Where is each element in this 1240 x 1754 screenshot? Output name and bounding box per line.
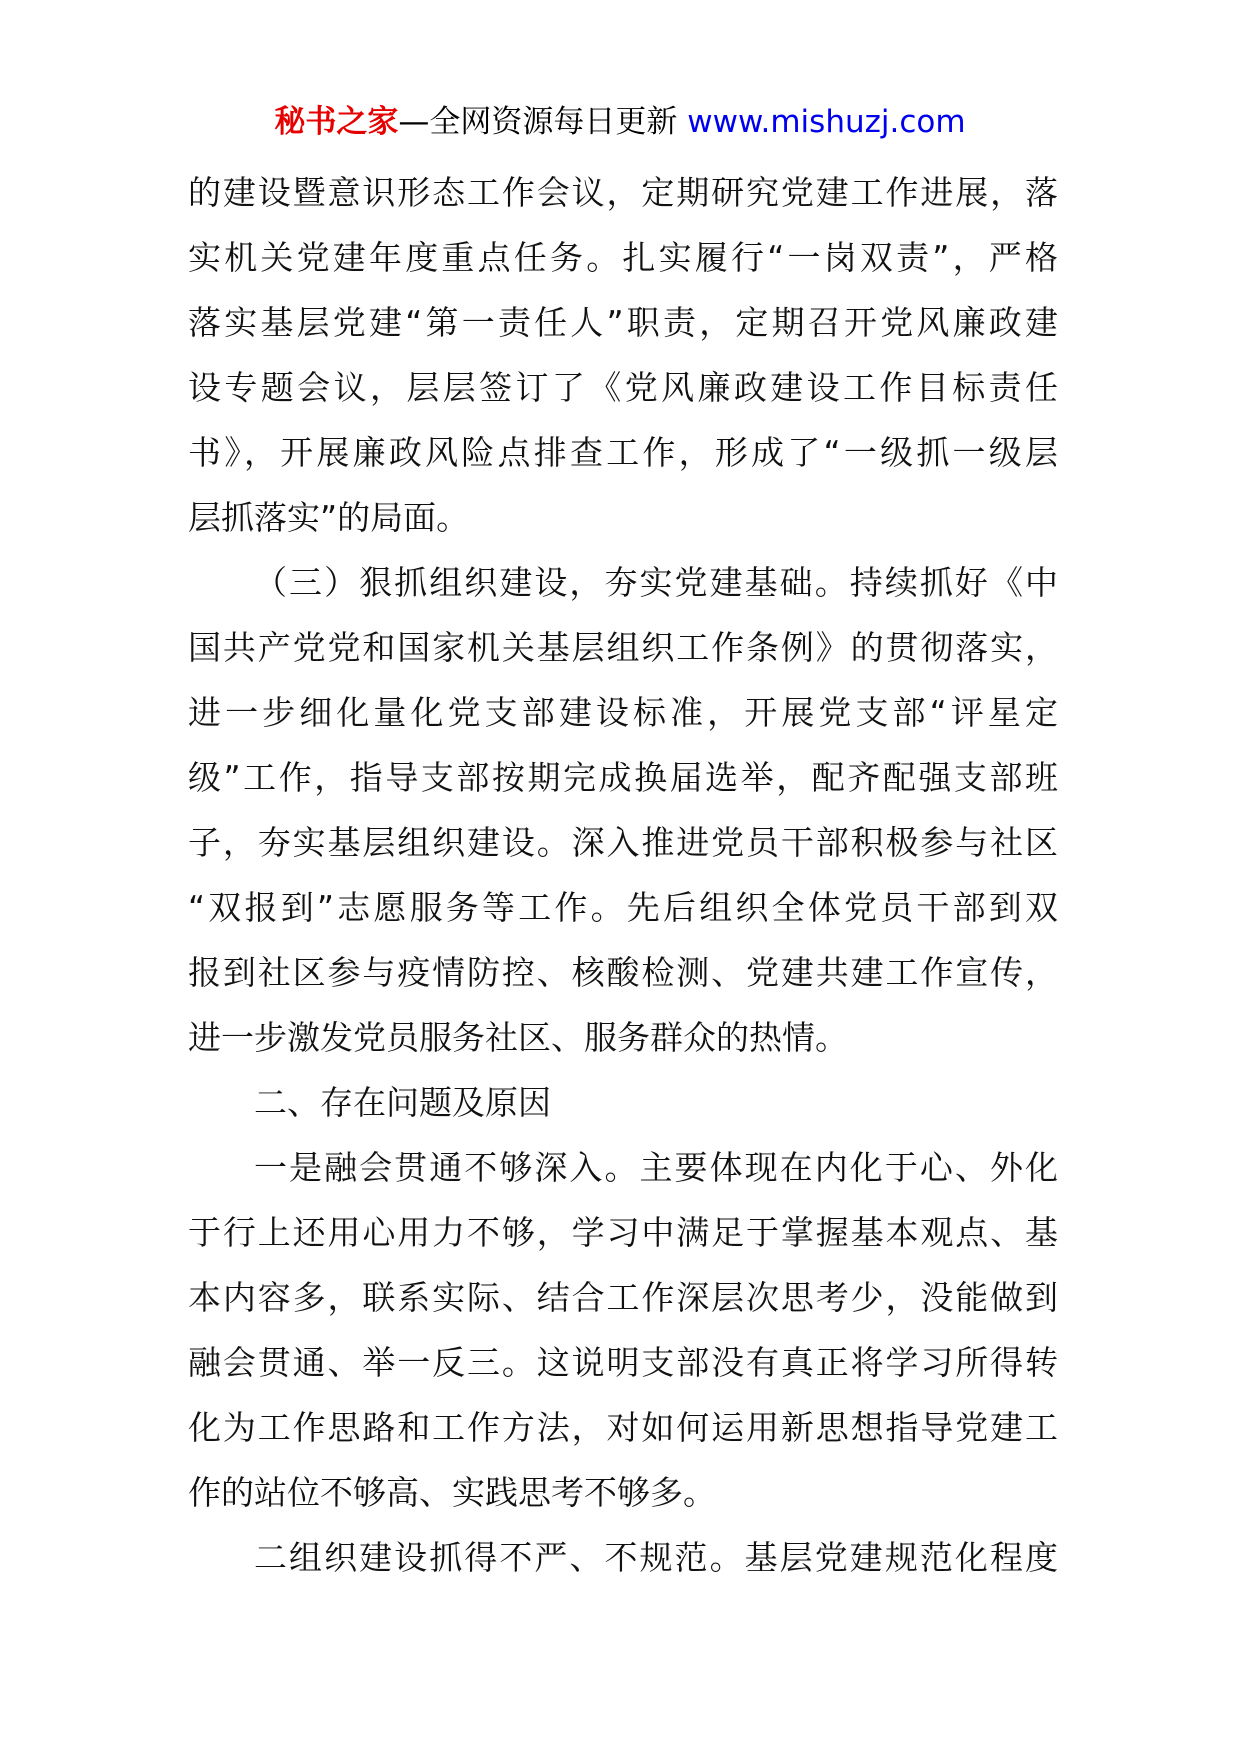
section-heading-line: （三）狠抓组织建设，夯实党建基础。持续抓好《中 — [254, 563, 1058, 602]
text-line: 书》，开展廉政风险点排查工作，形成了“一级抓一级层 — [188, 433, 1058, 472]
text-line: 落实基层党建“第一责任人”职责，定期召开党风廉政建 — [188, 303, 1058, 342]
text-line: 于行上还用心用力不够，学习中满足于掌握基本观点、基 — [188, 1213, 1058, 1252]
text-line: 设专题会议，层层签订了《党风廉政建设工作目标责任 — [188, 368, 1058, 407]
header-tagline: —全网资源每日更新 — [398, 104, 678, 140]
paragraph-start-line: 一是融会贯通不够深入。主要体现在内化于心、外化 — [254, 1148, 1058, 1187]
text-line: 子，夯实基层组织建设。深入推进党员干部积极参与社区 — [188, 823, 1058, 862]
text-line: 融会贯通、举一反三。这说明支部没有真正将学习所得转 — [188, 1343, 1058, 1382]
paragraph-start-line: 二组织建设抓得不严、不规范。基层党建规范化程度 — [254, 1538, 1058, 1577]
text-line: “双报到”志愿服务等工作。先后组织全体党员干部到双 — [188, 888, 1058, 927]
text-line: 的建设暨意识形态工作会议，定期研究党建工作进展，落 — [188, 173, 1058, 212]
text-line: 进一步细化量化党支部建设标准，开展党支部“评星定 — [188, 693, 1058, 732]
text-line: 进一步激发党员服务社区、服务群众的热情。 — [188, 1018, 848, 1057]
text-line: 本内容多，联系实际、结合工作深层次思考少，没能做到 — [188, 1278, 1058, 1317]
text-line: 级”工作，指导支部按期完成换届选举，配齐配强支部班 — [188, 758, 1058, 797]
text-line: 作的站位不够高、实践思考不够多。 — [188, 1473, 716, 1512]
site-header — [0, 100, 1240, 144]
site-url-link[interactable]: www.mishuzj.com — [687, 104, 966, 140]
text-line: 国共产党党和国家机关基层组织工作条例》的贯彻落实， — [188, 628, 1058, 667]
text-line: 报到社区参与疫情防控、核酸检测、党建共建工作宣传， — [188, 953, 1058, 992]
document-body — [188, 160, 1058, 1590]
brand-name: 秘书之家 — [274, 104, 399, 140]
text-line: 化为工作思路和工作方法，对如何运用新思想指导党建工 — [188, 1408, 1058, 1447]
text-line: 实机关党建年度重点任务。扎实履行“一岗双责”，严格 — [188, 238, 1058, 277]
section-heading: 二、存在问题及原因 — [254, 1083, 551, 1122]
text-line: 层抓落实”的局面。 — [188, 498, 470, 537]
